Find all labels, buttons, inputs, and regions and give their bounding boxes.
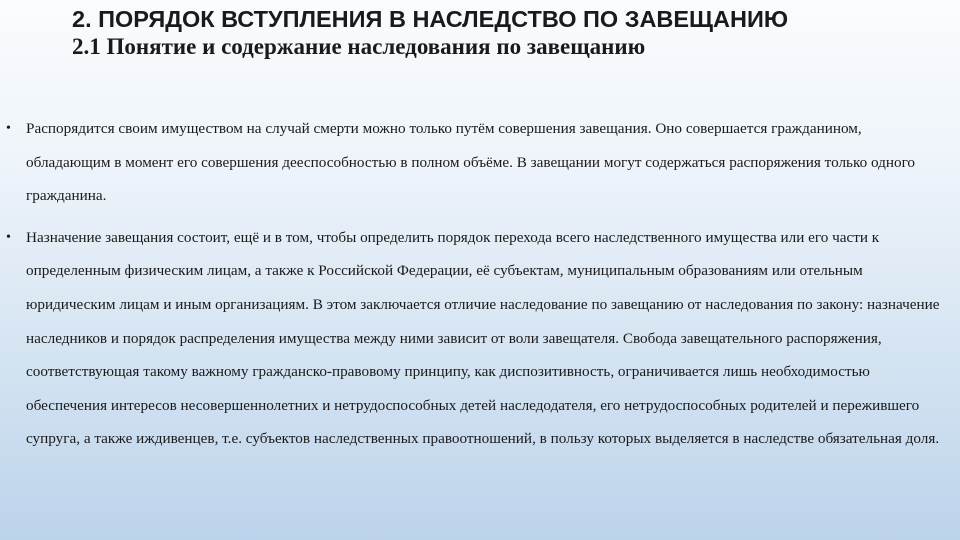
bullet-list <box>6 112 950 464</box>
bullet-text: Назначение завещания состоит, ещё и в том, чтобы определить порядок перехода всего наследственного имущества или его части к определенным физическим лицам, а также к Российской Федерации, её субъектам, муниципальным образованиям или отельным юридическим лицам и иным организациям. В этом заключается отличие наследование по завещанию от наследования по закону: назначение наследников и порядок распределения имущества между ними зависит от воли завещателя. Свобода завещательного распоряжения, соответствующая такому важному гражданско-правовому принципу, как диспозитивность, ограничивается лишь необходимостью обеспечения интересов несовершеннолетних и нетрудоспособных детей наследодателя, его нетрудоспособных родителей и пережившего супруга, а также иждивенцев, т.е. субъектов наследственных правоотношений, в пользу которых выделяется в наследстве обязательная доля. <box>26 228 940 448</box>
title-heading: 2. ПОРЯДОК ВСТУПЛЕНИЯ В НАСЛЕДСТВО ПО ЗАВЕЩАНИЮ <box>72 6 789 32</box>
bullet-marker-icon: • <box>6 121 11 136</box>
slide-title <box>72 6 932 61</box>
bullet-item-1 <box>6 112 950 213</box>
title-subheading: 2.1 Понятие и содержание наследования по завещанию <box>72 34 646 59</box>
bullet-text: Распорядится своим имуществом на случай смерти можно только путём совершения завещания. Оно совершается гражданином, обладающим в момент его совершения дееспособностью в полном объёме. В завещании могут содержаться распоряжения только одного гражданина. <box>26 120 916 205</box>
bullet-marker-icon: • <box>6 229 11 245</box>
bullet-item-2 <box>6 221 950 456</box>
